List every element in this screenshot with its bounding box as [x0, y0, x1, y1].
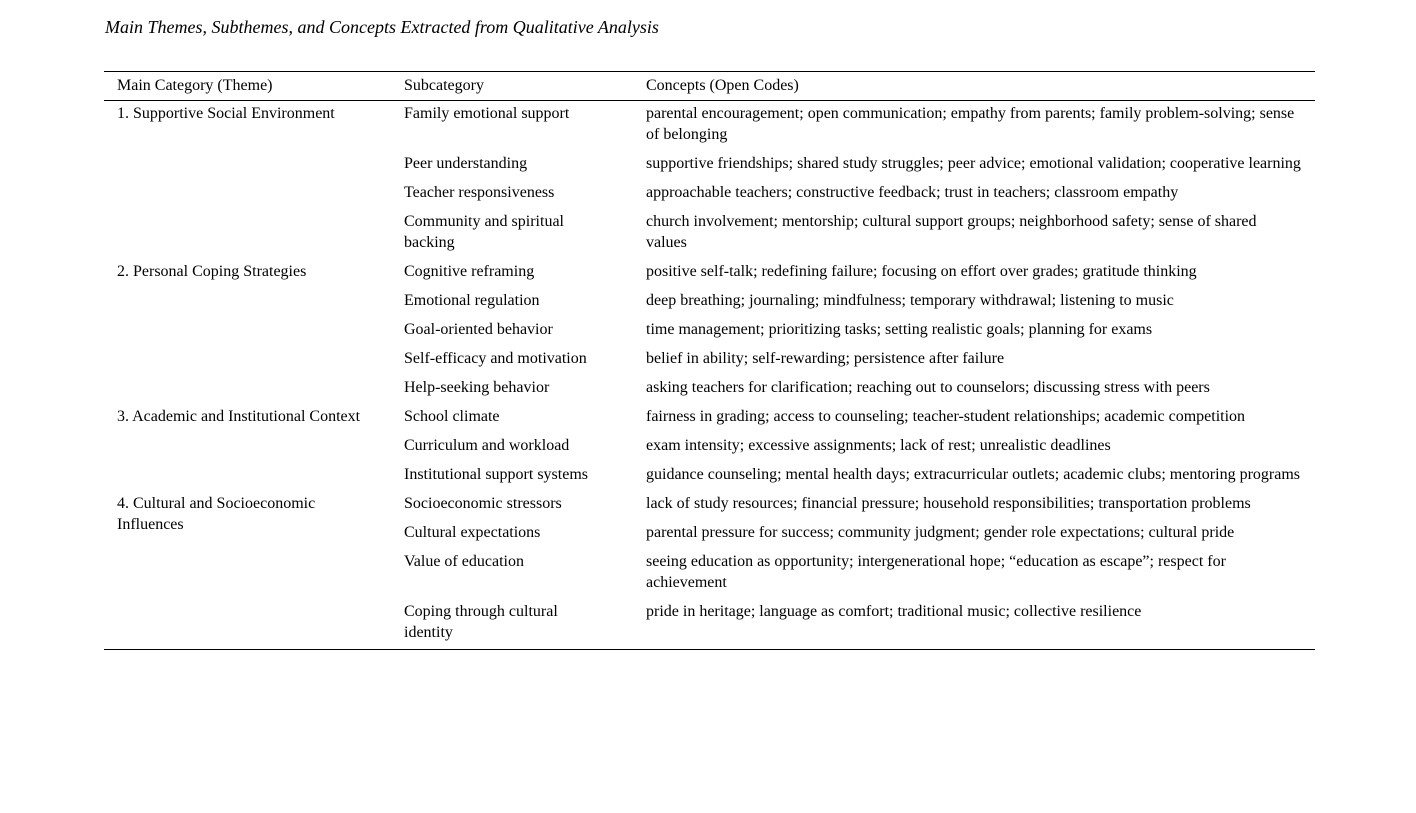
subcategory-cell: Value of education: [404, 553, 524, 570]
concepts-cell: time management; prioritizing tasks; setting realistic goals; planning for exams: [646, 321, 1153, 338]
subcategory-cell: Goal-oriented behavior: [404, 321, 553, 338]
concepts-cell: parental encouragement; open communication; empathy from parents; family problem-solving; sense of belonging: [646, 105, 1295, 143]
subcategory-cell: Cognitive reframing: [404, 263, 535, 280]
theme-cell: 1. Supportive Social Environment: [117, 105, 335, 122]
theme-cell: 2. Personal Coping Strategies: [117, 263, 307, 280]
table-header: [104, 72, 1315, 101]
subcategory-cell: School climate: [404, 408, 500, 425]
table-title: Main Themes, Subthemes, and Concepts Extracted from Qualitative Analysis: [105, 17, 659, 37]
concepts-cell: church involvement; mentorship; cultural support groups; neighborhood safety; sense of shared values: [646, 213, 1257, 251]
concepts-cell: belief in ability; self-rewarding; persistence after failure: [646, 350, 1005, 367]
subcategory-cell: Coping through cultural identity: [404, 603, 558, 641]
subcategory-cell: Family emotional support: [404, 105, 570, 122]
column-header-main-category: Main Category (Theme): [117, 77, 273, 94]
table-body: [104, 101, 1315, 650]
concepts-cell: parental pressure for success; community judgment; gender role expectations; cultural pride: [646, 524, 1235, 541]
themes-table: [104, 71, 1315, 650]
table-row: [104, 404, 1315, 433]
subcategory-cell: Teacher responsiveness: [404, 184, 555, 201]
concepts-cell: asking teachers for clarification; reaching out to counselors; discussing stress with peers: [646, 379, 1210, 396]
concepts-cell: seeing education as opportunity; intergenerational hope; “education as escape”; respect for achievement: [646, 553, 1226, 591]
subcategory-cell: Institutional support systems: [404, 466, 588, 483]
subcategory-cell: Curriculum and workload: [404, 437, 570, 454]
concepts-cell: positive self-talk; redefining failure; focusing on effort over grades; gratitude thinking: [646, 263, 1197, 280]
subcategory-cell: Emotional regulation: [404, 292, 540, 309]
table-row: [104, 491, 1315, 520]
subcategory-cell: Peer understanding: [404, 155, 528, 172]
concepts-cell: approachable teachers; constructive feedback; trust in teachers; classroom empathy: [646, 184, 1179, 201]
column-header-concepts: Concepts (Open Codes): [646, 77, 799, 94]
table-row: [104, 101, 1315, 152]
concepts-cell: exam intensity; excessive assignments; lack of rest; unrealistic deadlines: [646, 437, 1111, 454]
subcategory-cell: Community and spiritual backing: [404, 213, 564, 251]
concepts-cell: supportive friendships; shared study struggles; peer advice; emotional validation; cooperative learning: [646, 155, 1301, 172]
theme-cell: 4. Cultural and Socioeconomic Influences: [117, 495, 316, 533]
table-row: [104, 259, 1315, 288]
theme-cell: 3. Academic and Institutional Context: [117, 408, 361, 425]
subcategory-cell: Socioeconomic stressors: [404, 495, 562, 512]
subcategory-cell: Cultural expectations: [404, 524, 541, 541]
column-header-subcategory: Subcategory: [404, 77, 484, 94]
concepts-cell: guidance counseling; mental health days; extracurricular outlets; academic clubs; mentoring programs: [646, 466, 1300, 483]
concepts-cell: pride in heritage; language as comfort; traditional music; collective resilience: [646, 603, 1142, 620]
subcategory-cell: Help-seeking behavior: [404, 379, 550, 396]
subcategory-cell: Self-efficacy and motivation: [404, 350, 587, 367]
concepts-cell: fairness in grading; access to counseling; teacher-student relationships; academic competition: [646, 408, 1246, 425]
concepts-cell: deep breathing; journaling; mindfulness; temporary withdrawal; listening to music: [646, 292, 1174, 309]
header-row: [104, 72, 1315, 101]
concepts-cell: lack of study resources; financial pressure; household responsibilities; transportation problems: [646, 495, 1251, 512]
